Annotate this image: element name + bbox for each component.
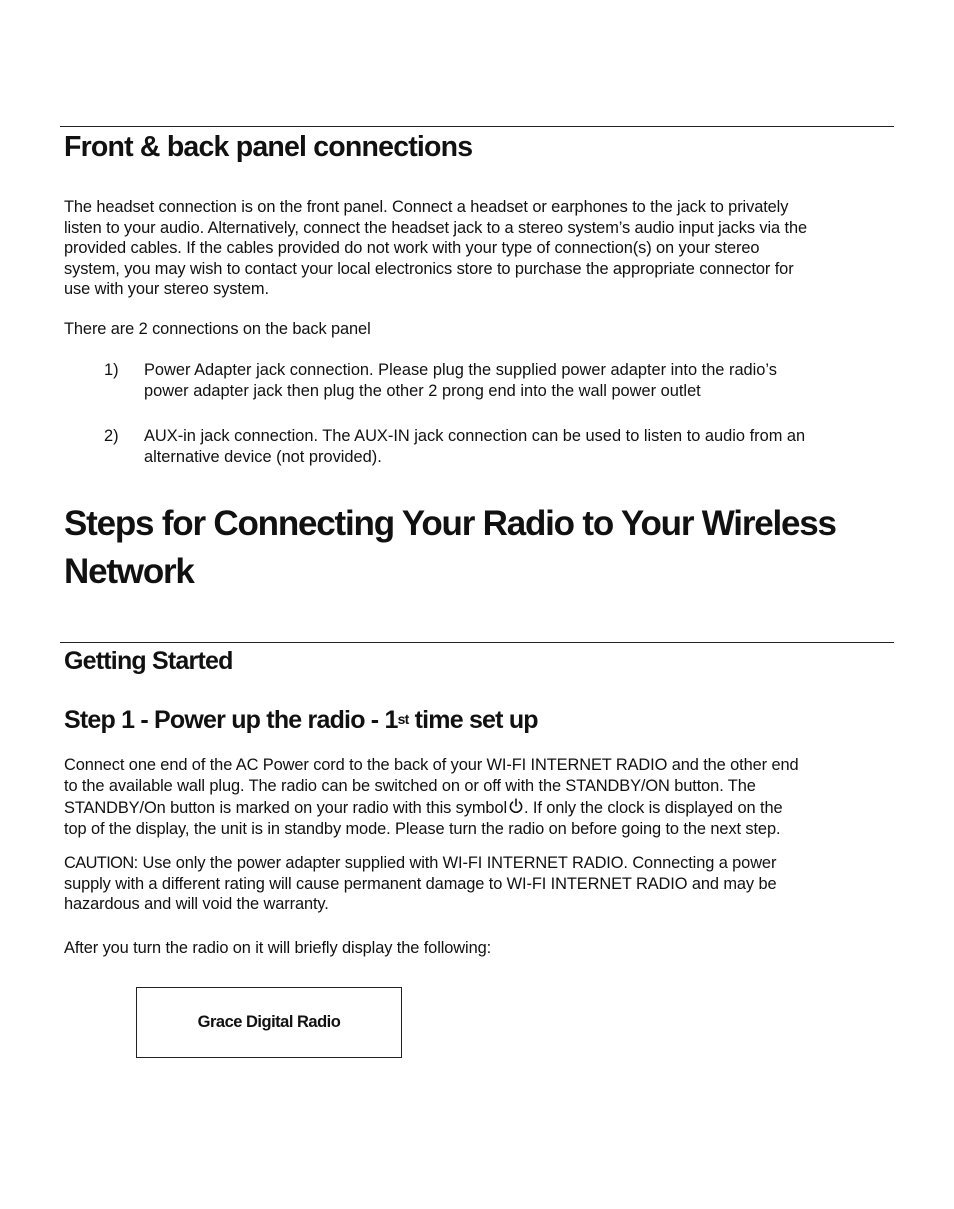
paragraph-line: Connect one end of the AC Power cord to the back of your WI-FI INTERNET RADIO and the other end [64, 756, 799, 774]
paragraph-line [64, 796, 894, 819]
list-item-aux-in [104, 426, 894, 468]
paragraph-power-up [64, 755, 894, 840]
radio-display-box [136, 987, 402, 1058]
paragraph-line: provided cables. If the cables provided do not work with your type of connection(s) on your stereo [64, 239, 760, 257]
heading-front-back-panel: Front & back panel connections [64, 131, 473, 163]
heading-line: Network [64, 552, 194, 591]
paragraph-line: to the available wall plug. The radio can be switched on or off with the STANDBY/ON button. The [64, 776, 756, 795]
paragraph-line [64, 853, 894, 874]
paragraph-text: : Use only the power adapter supplied with WI-FI INTERNET RADIO. Connecting a power [133, 854, 777, 872]
step-heading-text: Step 1 - Power up the radio - 1 [64, 706, 398, 734]
paragraph-caution [64, 853, 894, 915]
paragraph-back-panel-intro: There are 2 connections on the back panel [64, 320, 371, 338]
section-divider-top [60, 126, 894, 127]
power-icon [508, 797, 524, 813]
paragraph-line: listen to your audio. Alternatively, connect the headset jack to a stereo system’s audio input jacks via the [64, 218, 807, 237]
paragraph-line: supply with a different rating will cause permanent damage to WI-FI INTERNET RADIO and may be [64, 874, 777, 893]
paragraph-line: top of the display, the unit is in standby mode. Please turn the radio on before going to the next step. [64, 820, 781, 838]
paragraph-line: use with your stereo system. [64, 280, 269, 298]
paragraph-text: . If only the clock is displayed on the [524, 799, 783, 817]
list-number: 1) [104, 361, 119, 379]
heading-getting-started: Getting Started [64, 647, 233, 675]
paragraph-text: STANDBY/On button is marked on your radio with this symbol [64, 799, 507, 817]
paragraph-line: The headset connection is on the front panel. Connect a headset or earphones to the jack to privately [64, 198, 789, 216]
list-line: power adapter jack then plug the other 2 prong end into the wall power outlet [144, 381, 701, 400]
heading-line: Steps for Connecting Your Radio to Your Wireless [64, 504, 836, 543]
paragraph-line: system, you may wish to contact your local electronics store to purchase the appropriate connector for [64, 259, 794, 278]
list-item-power-adapter [104, 360, 894, 402]
radio-display-text: Grace Digital Radio [197, 1013, 341, 1031]
paragraph-after-turn-on: After you turn the radio on it will briefly display the following: [64, 939, 492, 957]
paragraph-headset-connection [64, 197, 894, 300]
step-heading-text-end: time set up [408, 706, 538, 734]
list-line: Power Adapter jack connection. Please plug the supplied power adapter into the radio’s [144, 361, 777, 379]
list-number: 2) [104, 427, 119, 445]
list-item-text [144, 360, 892, 401]
section-divider-getting-started [60, 642, 894, 643]
heading-step-1 [64, 703, 538, 737]
caution-label: CAUTION [64, 854, 134, 872]
paragraph-line: hazardous and will void the warranty. [64, 895, 329, 913]
list-line: AUX-in jack connection. The AUX-IN jack connection can be used to listen to audio from an [144, 427, 806, 445]
list-line: alternative device (not provided). [144, 447, 382, 466]
heading-connecting-radio [64, 500, 836, 596]
list-item-text [144, 426, 892, 467]
step-heading-superscript: st [397, 711, 409, 727]
